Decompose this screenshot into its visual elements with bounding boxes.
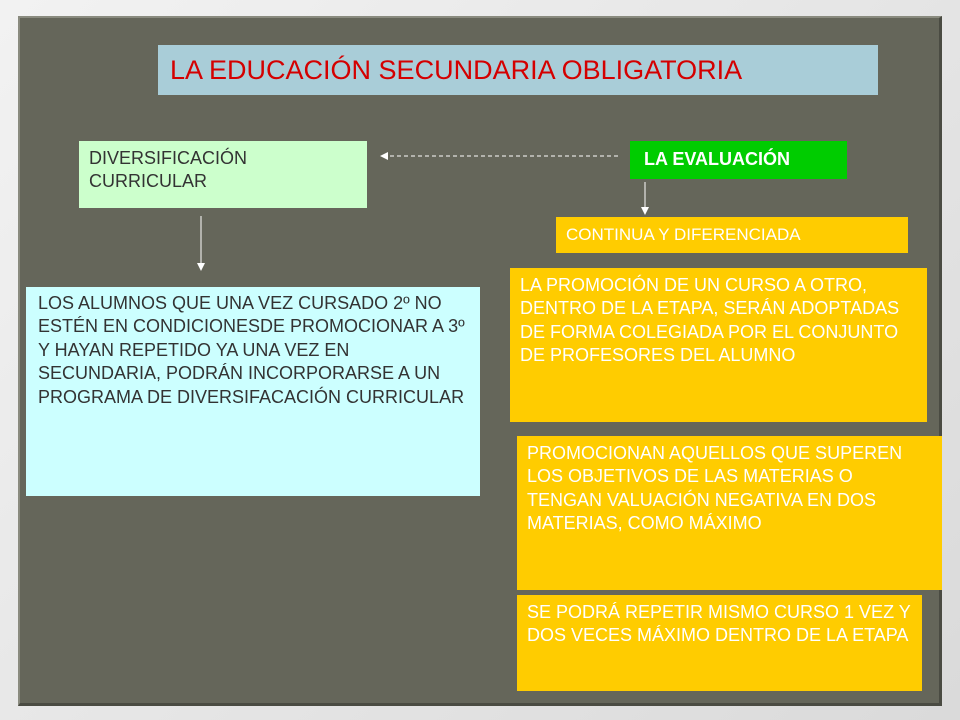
diversificacion-box: DIVERSIFICACIÓN CURRICULAR: [79, 141, 367, 208]
repetir-box: SE PODRÁ REPETIR MISMO CURSO 1 VEZ Y DOS VECES MÁXIMO DENTRO DE LA ETAPA: [517, 595, 922, 691]
promocionan-box: PROMOCIONAN AQUELLOS QUE SUPEREN LOS OBJETIVOS DE LAS MATERIAS O TENGAN VALUACIÓN NEGATIVA EN DOS MATERIAS, COMO MÁXIMO: [517, 436, 942, 590]
promocion-box: LA PROMOCIÓN DE UN CURSO A OTRO, DENTRO DE LA ETAPA, SERÁN ADOPTADAS DE FORMA COLEGIADA POR EL CONJUNTO DE PROFESORES DEL ALUMNO: [510, 268, 927, 422]
alumnos-box: LOS ALUMNOS QUE UNA VEZ CURSADO 2º NO ESTÉN EN CONDICIONESDE PROMOCIONAR A 3º Y HAYAN REPETIDO YA UNA VEZ EN SECUNDARIA, PODRÁN INCORPORARSE A UN PROGRAMA DE DIVERSIFACACIÓN CURRICULAR: [26, 287, 480, 496]
continua-box: CONTINUA Y DIFERENCIADA: [556, 217, 908, 253]
evaluacion-box: LA EVALUACIÓN: [630, 141, 847, 179]
page-title: LA EDUCACIÓN SECUNDARIA OBLIGATORIA: [158, 45, 878, 95]
